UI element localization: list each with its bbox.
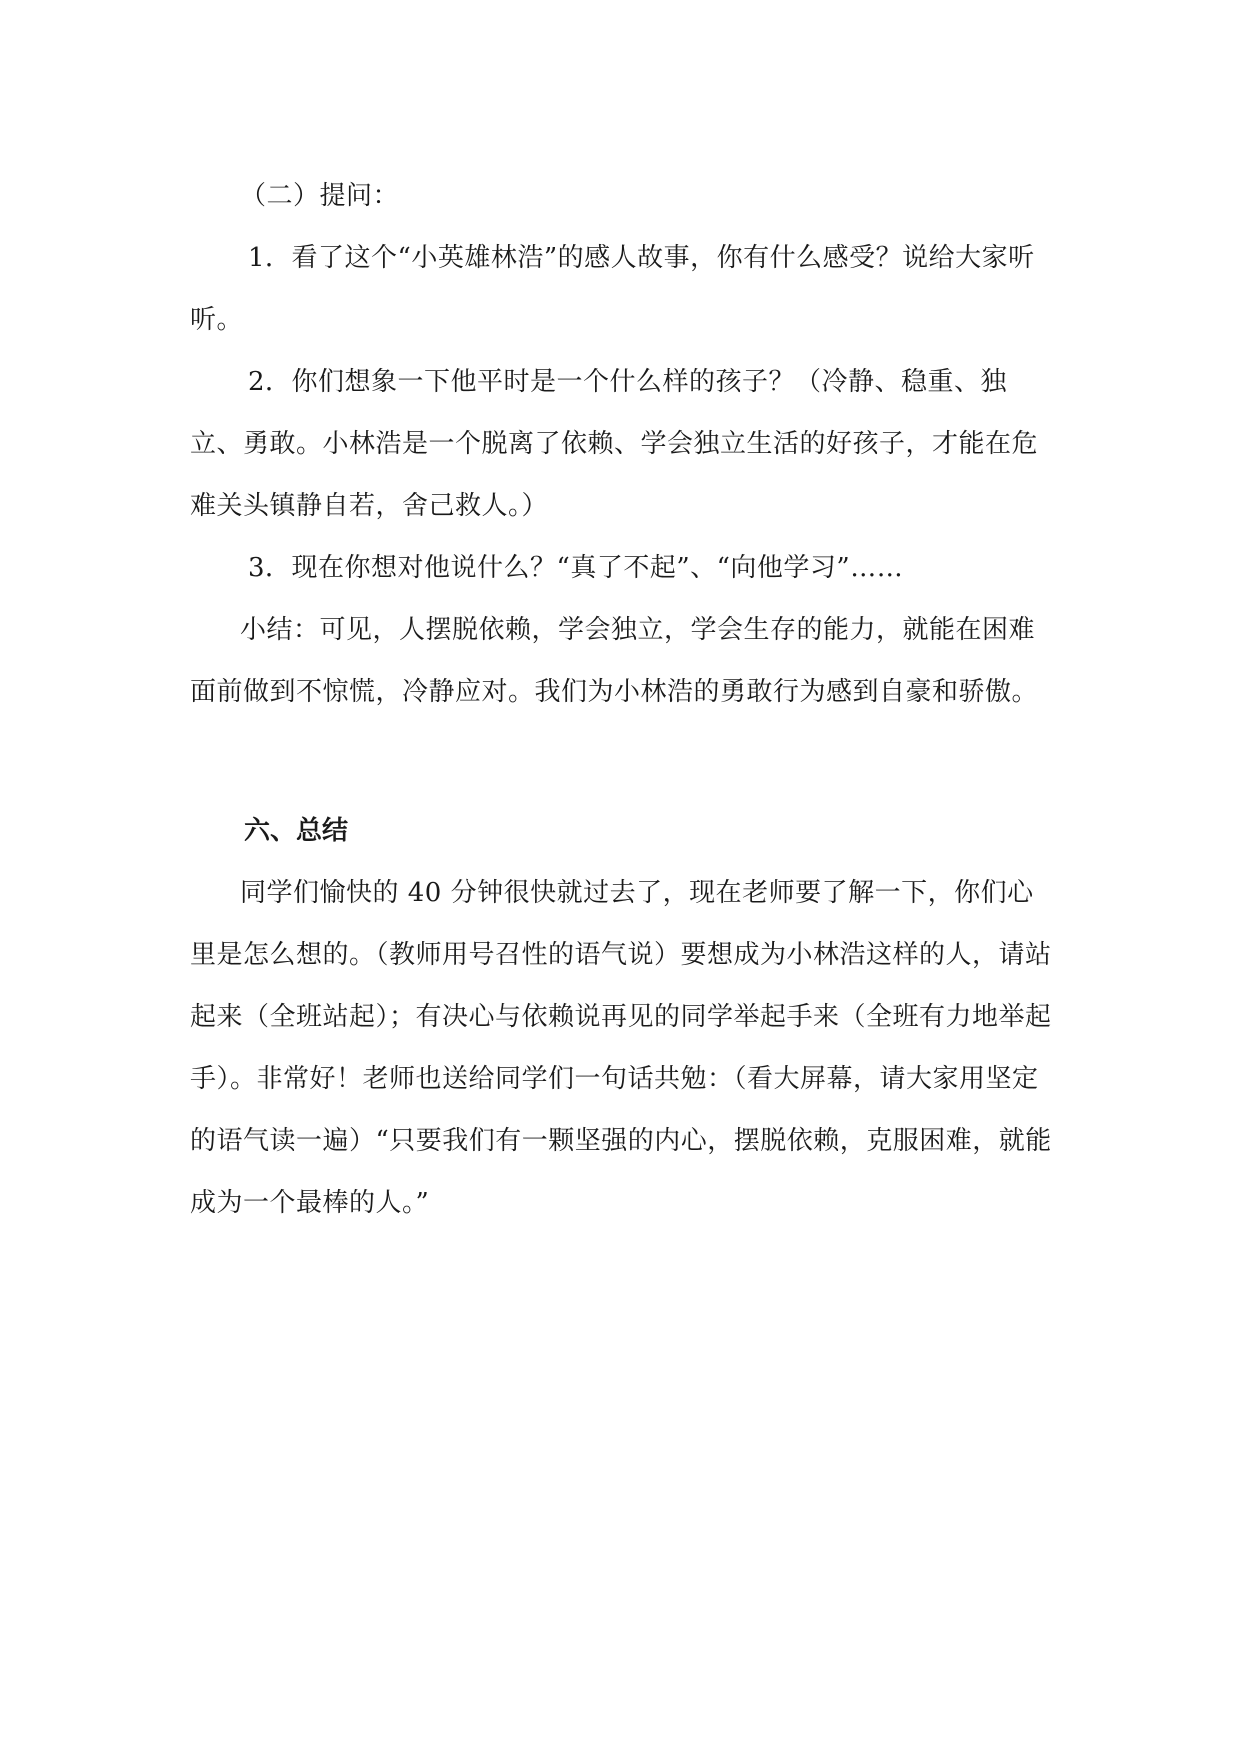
section-two-title: （二）提问： xyxy=(240,181,400,211)
question-1: 1．看了这个“小英雄林浩”的感人故事，你有什么感受？说给大家听听。 xyxy=(190,243,1035,335)
question-2: 2．你们想象一下他平时是一个什么样的孩子？（冷静、稳重、独立、勇敢。小林浩是一个脱离了依赖、学会独立生活的好孩子，才能在危难关头镇静自若，舍己救人。） xyxy=(190,367,1039,521)
section-six-heading: 六、总结 xyxy=(244,816,349,846)
summary-paragraph: 小结：可见，人摆脱依赖，学会独立，学会生存的能力，就能在困难面前做到不惊慌，冷静应对。我们为小林浩的勇敢行为感到自豪和骄傲。 xyxy=(190,615,1039,707)
question-3: 3．现在你想对他说什么？“真了不起”、“向他学习”…… xyxy=(248,553,904,583)
conclusion-paragraph: 同学们愉快的 40 分钟很快就过去了，现在老师要了解一下，你们心里是怎么想的。（教师用号召性的语气说）要想成为小林浩这样的人，请站起来（全班站起）；有决心与依赖说再见的同学举起手来（全班有力地举起手）。非常好！老师也送给同学们一句话共勉：（看大屏幕，请大家用坚定的语气读一遍）“只要我们有一颗坚强的内心，摆脱依赖，克服困难，就能成为一个最棒的人。” xyxy=(190,878,1052,1218)
